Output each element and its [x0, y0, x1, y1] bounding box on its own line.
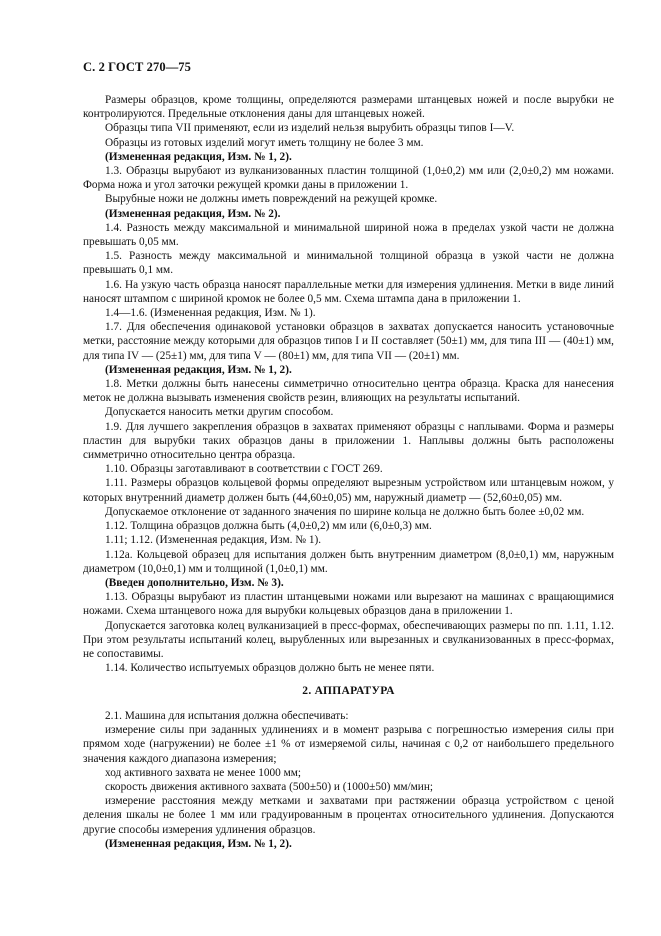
paragraph: (Измененная редакция, Изм. № 1, 2).	[105, 837, 292, 850]
paragraph: (Измененная редакция, Изм. № 2).	[105, 207, 281, 220]
paragraph: 1.12а. Кольцевой образец для испытания должен быть внутренним диаметром (8,0±0,1) мм, наружным диаметром (10,0±0,1) мм и толщиной (1,0±0,1) мм.	[83, 548, 614, 575]
paragraph: Допускается заготовка колец вулканизацией в пресс-формах, обеспечивающих размеры по пп. 1.11, 1.12. При этом результаты испытаний колец, вырубленных или вырезанных и свулканизованных в пресс-формах, не сопоставимы.	[83, 619, 614, 660]
paragraph: 1.9. Для лучшего закрепления образцов в захватах применяют образцы с наплывами. Форма и размеры пластин для вырубки таких образцов даны в приложении 1. Наплывы должны быть расположены симметрично относительно центра образца.	[83, 420, 614, 462]
paragraph: 1.3. Образцы вырубают из вулканизованных пластин толщиной (1,0±0,2) мм или (2,0±0,2) мм ножами. Форма ножа и угол заточки режущей кромки даны в приложении 1.	[83, 165, 614, 192]
paragraph: Размеры образцов, кроме толщины, определяются размерами штанцевых ножей и после вырубки не контролируются. Предельные отклонения даны для штанцевых ножей.	[83, 94, 614, 121]
paragraph: 1.10. Образцы заготавливают в соответствии с ГОСТ 269.	[105, 463, 383, 476]
document-body	[83, 93, 614, 675]
section-title: 2. АППАРАТУРА	[302, 685, 395, 697]
paragraph: Допускаемое отклонение от заданного значения по ширине кольца не должно быть более ±0,02 мм.	[105, 505, 585, 518]
paragraph: 1.8. Метки должны быть нанесены симметрично относительно центра образца. Краска для нанесения меток не должна вызывать изменения свойств резин, влияющих на результаты испытаний.	[83, 378, 614, 405]
paragraph: 2.1. Машина для испытания должна обеспечивать:	[105, 710, 349, 722]
paragraph: 1.7. Для обеспечения одинаковой установки образцов в захватах допускается наносить установочные метки, расстояние между которыми для образцов типов I и II составляет (50±1) мм, для типа III — (40±1) мм, для типа IV — (25±1) мм, для типа V — (80±1) мм, для типа VII — (20±1) мм.	[83, 321, 614, 362]
paragraph: (Измененная редакция, Изм. № 1, 2).	[105, 150, 292, 163]
paragraph: 1.11; 1.12. (Измененная редакция, Изм. № 1).	[105, 534, 322, 547]
paragraph: 1.5. Разность между максимальной и минимальной толщиной образца в узкой части не должна превышать 0,1 мм.	[83, 250, 614, 277]
paragraph: 1.4. Разность между максимальной и минимальной шириной ножа в пределах узкой части не должна превышать 0,05 мм.	[83, 221, 614, 249]
paragraph: Образцы из готовых изделий могут иметь толщину не более 3 мм.	[105, 136, 424, 149]
paragraph: Допускается наносить метки другим способом.	[105, 406, 334, 419]
paragraph: Образцы типа VII применяют, если из изделий нельзя вырубить образцы типов I—V.	[105, 122, 515, 135]
paragraph: 1.12. Толщина образцов должна быть (4,0±0,2) мм или (6,0±0,3) мм.	[105, 520, 432, 533]
paragraph: измерение силы при заданных удлинениях и в момент разрыва с погрешностью измерения силы при прямом ходе (нагружении) не более ±1 % от измеряемой силы, начиная с 0,2 от наибольшего предельного значения каждого диапазона измерения;	[83, 724, 614, 765]
paragraph: (Измененная редакция, Изм. № 1, 2).	[105, 363, 292, 376]
paragraph: 1.6. На узкую часть образца наносят параллельные метки для измерения удлинения. Метки в виде линий наносят штампом с шириной кромок не более 0,5 мм. Схема штампа дана в приложении 1.	[83, 278, 614, 305]
paragraph: измерение расстояния между метками и захватами при растяжении образца устройством с ценой деления шкалы не более 1 мм или градуированным в процентах относительного удлинения. Допускаются другие способы измерения удлинения образцов.	[83, 795, 614, 836]
page-header: С. 2 ГОСТ 270—75	[83, 60, 192, 74]
section-body	[83, 709, 614, 851]
paragraph: скорость движения активного захвата (500±50) и (1000±50) мм/мин;	[105, 781, 434, 794]
paragraph: 1.4—1.6. (Измененная редакция, Изм. № 1).	[105, 307, 316, 320]
paragraph: 1.13. Образцы вырубают из пластин штанцевыми ножами или вырезают на машинах с вращающимися ножами. Схема штанцевого ножа для вырубки кольцевых образцов дана в приложении 1.	[83, 591, 614, 618]
paragraph: 1.14. Количество испытуемых образцов должно быть не менее пяти.	[105, 662, 435, 675]
paragraph: ход активного захвата не менее 1000 мм;	[105, 766, 302, 779]
paragraph: Вырубные ножи не должны иметь повреждений на режущей кромке.	[105, 193, 438, 206]
paragraph: (Введен дополнительно, Изм. № 3).	[105, 576, 284, 589]
paragraph: 1.11. Размеры образцов кольцевой формы определяют вырезным устройством или штанцевым ножом, у которых внутренний диаметр должен быть (44,60±0,05) мм, наружный диаметр — (52,60±0,05) мм.	[83, 477, 614, 504]
